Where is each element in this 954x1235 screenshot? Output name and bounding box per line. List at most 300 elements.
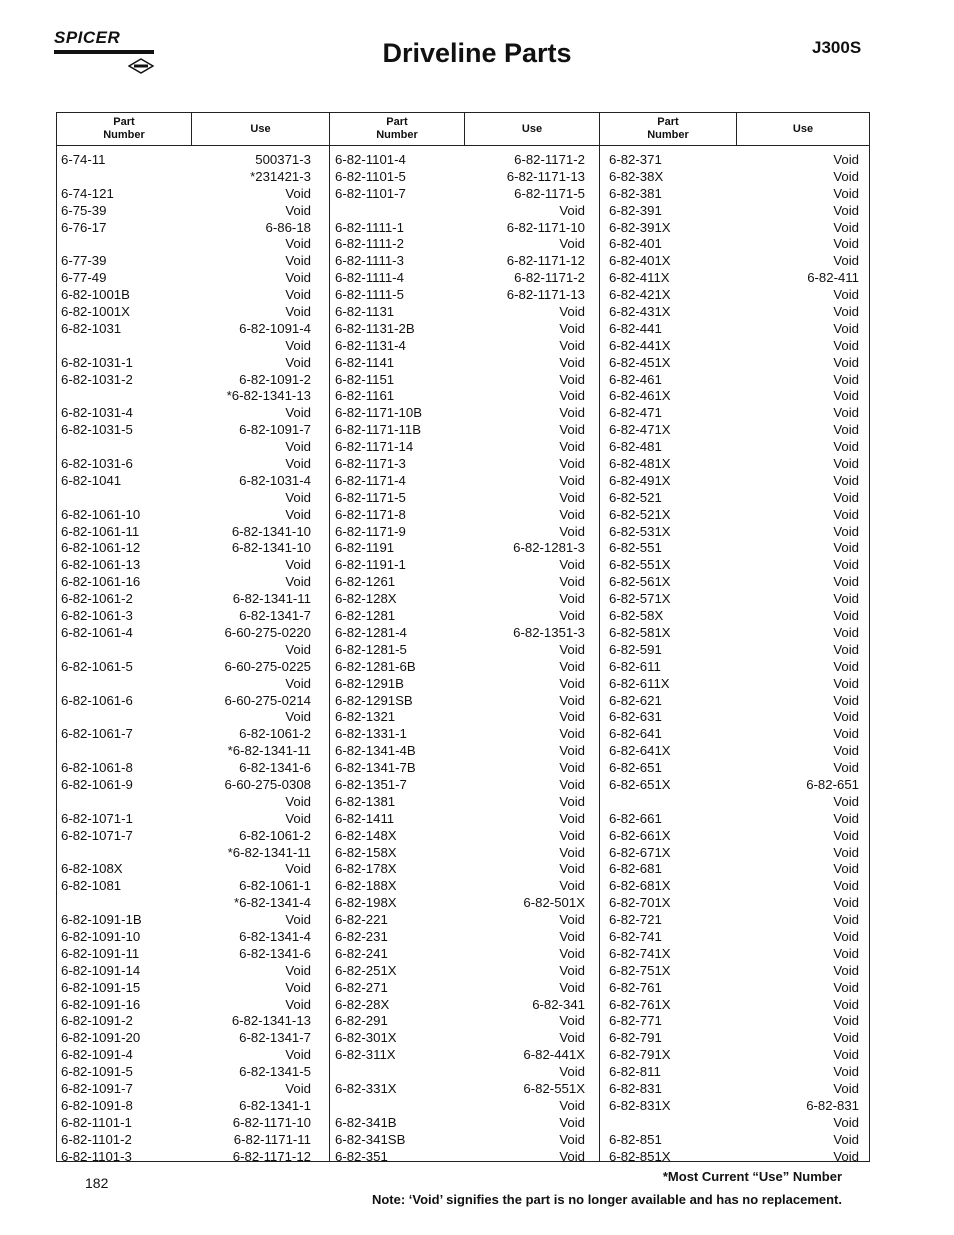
use-value: Void bbox=[285, 709, 311, 725]
table-row bbox=[61, 186, 311, 203]
table-row bbox=[609, 1047, 859, 1064]
use-value: Void bbox=[285, 912, 311, 928]
table-row bbox=[61, 220, 311, 237]
use-value: Void bbox=[559, 692, 585, 708]
part-number: 6-82-1111-2 bbox=[335, 236, 404, 252]
part-number: 6-82-1061-4 bbox=[61, 624, 133, 640]
part-number: 6-82-1151 bbox=[335, 371, 395, 387]
use-value: Void bbox=[833, 489, 859, 505]
table-row bbox=[61, 557, 311, 574]
table-row bbox=[609, 439, 859, 456]
use-value: Void bbox=[833, 472, 859, 488]
use-value: Void bbox=[559, 506, 585, 522]
table-row bbox=[335, 828, 585, 845]
use-value: *6-82-1341-11 bbox=[227, 743, 311, 759]
use-value: Void bbox=[285, 962, 311, 978]
use-value: Void bbox=[833, 793, 859, 809]
table-row bbox=[335, 236, 585, 253]
table-row bbox=[61, 1098, 311, 1115]
table-row bbox=[335, 997, 585, 1014]
use-value: Void bbox=[833, 287, 859, 303]
part-number: 6-82-461X bbox=[609, 388, 671, 404]
table-row bbox=[335, 642, 585, 659]
table-row bbox=[61, 912, 311, 929]
part-number: 6-82-1171-5 bbox=[335, 489, 406, 505]
table-row bbox=[609, 878, 859, 895]
table-row bbox=[61, 659, 311, 676]
use-value: Void bbox=[285, 354, 311, 370]
footnote-void: Note: ‘Void’ signifies the part is no longer available and has no replacement. bbox=[371, 1192, 842, 1207]
use-value: 6-86-18 bbox=[265, 219, 311, 235]
table-row bbox=[61, 743, 311, 760]
part-number: 6-82-411X bbox=[609, 270, 670, 286]
part-number: 6-82-811 bbox=[609, 1064, 661, 1080]
part-number: 6-82-1061-12 bbox=[61, 540, 141, 556]
table-row bbox=[335, 1115, 585, 1132]
table-row bbox=[335, 524, 585, 541]
use-value: Void bbox=[285, 557, 311, 573]
use-value: Void bbox=[833, 439, 859, 455]
table-row bbox=[61, 1149, 311, 1166]
part-number: 6-82-401 bbox=[609, 236, 662, 252]
use-value: 6-82-651 bbox=[806, 776, 859, 792]
table-row bbox=[61, 625, 311, 642]
part-number: 6-82-1341-4B bbox=[335, 743, 416, 759]
use-value: Void bbox=[559, 1030, 585, 1046]
part-number: 6-82-531X bbox=[609, 523, 671, 539]
header-part-number-3: Part Number bbox=[647, 116, 689, 141]
table-row bbox=[61, 388, 311, 405]
part-number: 6-82-1191 bbox=[335, 540, 395, 556]
use-value: Void bbox=[559, 928, 585, 944]
use-value: Void bbox=[833, 658, 859, 674]
use-value: Void bbox=[285, 270, 311, 286]
part-number: 6-82-1411 bbox=[335, 810, 395, 826]
table-row bbox=[335, 557, 585, 574]
part-number: 6-82-481 bbox=[609, 439, 662, 455]
parts-table bbox=[56, 112, 870, 1162]
table-row bbox=[335, 676, 585, 693]
use-value: Void bbox=[559, 878, 585, 894]
part-number: 6-82-1261 bbox=[335, 574, 396, 590]
use-value: Void bbox=[833, 979, 859, 995]
table-row bbox=[609, 287, 859, 304]
use-value: 6-60-275-0308 bbox=[224, 776, 311, 792]
table-row bbox=[61, 1115, 311, 1132]
table-row bbox=[335, 169, 585, 186]
table-row bbox=[61, 828, 311, 845]
part-number: 6-82-381 bbox=[609, 185, 662, 201]
part-number: 6-82-1101-3 bbox=[61, 1148, 132, 1164]
use-value: Void bbox=[559, 726, 585, 742]
part-number: 6-82-351 bbox=[335, 1148, 388, 1164]
part-number: 6-82-1171-3 bbox=[335, 456, 406, 472]
table-row bbox=[609, 1115, 859, 1132]
part-number: 6-82-1091-4 bbox=[61, 1047, 133, 1063]
part-number: 6-82-1061-13 bbox=[61, 557, 141, 573]
use-value: *231421-3 bbox=[250, 168, 311, 184]
use-value: Void bbox=[833, 844, 859, 860]
table-row bbox=[61, 777, 311, 794]
part-number: 6-82-1291B bbox=[335, 675, 404, 691]
table-row bbox=[61, 676, 311, 693]
table-row bbox=[609, 524, 859, 541]
table-row bbox=[335, 659, 585, 676]
table-row bbox=[335, 540, 585, 557]
table-row bbox=[335, 608, 585, 625]
table-row bbox=[61, 845, 311, 862]
part-number: 6-82-1041 bbox=[61, 472, 122, 488]
use-value: 6-82-1171-12 bbox=[506, 253, 585, 269]
part-number: 6-82-741 bbox=[609, 928, 662, 944]
use-value: Void bbox=[559, 304, 585, 320]
table-row bbox=[335, 895, 585, 912]
use-value: 6-82-1171-13 bbox=[506, 287, 585, 303]
part-number: 6-82-58X bbox=[609, 608, 664, 624]
use-value: Void bbox=[833, 641, 859, 657]
use-value: 6-82-1171-13 bbox=[506, 168, 585, 184]
use-value: Void bbox=[285, 405, 311, 421]
use-value: Void bbox=[285, 810, 311, 826]
use-value: 6-82-1341-6 bbox=[239, 945, 311, 961]
part-number: 6-82-1171-14 bbox=[335, 439, 414, 455]
part-number: 6-82-611 bbox=[609, 658, 661, 674]
table-row bbox=[61, 1030, 311, 1047]
use-value: Void bbox=[285, 979, 311, 995]
use-value: 6-82-1031-4 bbox=[239, 472, 311, 488]
use-value: Void bbox=[833, 861, 859, 877]
table-row bbox=[335, 625, 585, 642]
use-value: Void bbox=[833, 591, 859, 607]
part-number: 6-82-661 bbox=[609, 810, 662, 826]
part-number: 6-82-1091-1B bbox=[61, 912, 142, 928]
table-row bbox=[61, 726, 311, 743]
table-row bbox=[609, 743, 859, 760]
use-value: Void bbox=[833, 726, 859, 742]
table-row bbox=[335, 270, 585, 287]
part-number: 6-82-401X bbox=[609, 253, 671, 269]
table-row bbox=[335, 1030, 585, 1047]
table-row bbox=[335, 574, 585, 591]
use-value: Void bbox=[833, 928, 859, 944]
table-row bbox=[609, 507, 859, 524]
use-value: Void bbox=[833, 405, 859, 421]
part-number: 6-82-1101-1 bbox=[61, 1114, 132, 1130]
use-value: Void bbox=[559, 1097, 585, 1113]
use-value: Void bbox=[559, 1064, 585, 1080]
part-number: 6-82-1331-1 bbox=[335, 726, 407, 742]
part-number: 6-82-1191-1 bbox=[335, 557, 406, 573]
part-number: 6-82-1101-2 bbox=[61, 1131, 132, 1147]
use-value: 6-82-1171-2 bbox=[514, 152, 585, 167]
header-use-1: Use bbox=[250, 122, 271, 135]
part-number: 6-82-1061-3 bbox=[61, 608, 133, 624]
part-number: 6-82-1171-11B bbox=[335, 422, 422, 438]
use-value: 6-60-275-0220 bbox=[224, 624, 311, 640]
table-row bbox=[335, 220, 585, 237]
use-value: 6-82-1171-10 bbox=[506, 219, 585, 235]
table-row bbox=[335, 726, 585, 743]
table-row bbox=[335, 845, 585, 862]
use-value: Void bbox=[559, 709, 585, 725]
use-value: Void bbox=[285, 861, 311, 877]
use-value: *6-82-1341-4 bbox=[234, 895, 311, 911]
part-number: 6-82-198X bbox=[335, 895, 397, 911]
use-value: Void bbox=[559, 1114, 585, 1130]
table-row bbox=[335, 591, 585, 608]
part-number: 6-82-1031-4 bbox=[61, 405, 133, 421]
table-row bbox=[609, 709, 859, 726]
use-value: Void bbox=[833, 895, 859, 911]
use-value: Void bbox=[833, 692, 859, 708]
part-number: 6-82-641 bbox=[609, 726, 662, 742]
table-row bbox=[61, 946, 311, 963]
use-value: Void bbox=[833, 1013, 859, 1029]
part-number: 6-82-631 bbox=[609, 709, 662, 725]
use-value: Void bbox=[559, 371, 585, 387]
table-row bbox=[335, 253, 585, 270]
part-number: 6-82-471 bbox=[609, 405, 662, 421]
use-value: Void bbox=[559, 776, 585, 792]
part-number: 6-82-701X bbox=[609, 895, 671, 911]
part-number: 6-82-1031-6 bbox=[61, 456, 133, 472]
table-row bbox=[609, 1081, 859, 1098]
table-row bbox=[61, 422, 311, 439]
table-row bbox=[335, 946, 585, 963]
use-value: Void bbox=[285, 1047, 311, 1063]
table-row bbox=[61, 1081, 311, 1098]
part-number: 6-82-1131-2B bbox=[335, 320, 415, 336]
table-row bbox=[61, 152, 311, 169]
header-part-number-2: Part Number bbox=[376, 116, 418, 141]
table-row bbox=[61, 693, 311, 710]
table-row bbox=[609, 186, 859, 203]
part-number: 6-82-251X bbox=[335, 962, 397, 978]
use-value: Void bbox=[833, 1131, 859, 1147]
use-value: Void bbox=[559, 760, 585, 776]
use-value: Void bbox=[285, 489, 311, 505]
part-number: 6-82-1091-2 bbox=[61, 1013, 133, 1029]
part-number: 6-82-761 bbox=[609, 979, 662, 995]
table-row bbox=[61, 321, 311, 338]
part-number: 6-82-741X bbox=[609, 945, 671, 961]
table-row bbox=[609, 1064, 859, 1081]
use-value: 6-82-551X bbox=[523, 1080, 585, 1096]
use-value: Void bbox=[285, 287, 311, 303]
table-row bbox=[335, 878, 585, 895]
table-row bbox=[609, 422, 859, 439]
use-value: Void bbox=[559, 422, 585, 438]
table-row bbox=[61, 1132, 311, 1149]
part-number: 6-82-441 bbox=[609, 320, 662, 336]
table-row bbox=[335, 304, 585, 321]
table-row bbox=[61, 811, 311, 828]
table-row bbox=[61, 540, 311, 557]
table-row bbox=[61, 338, 311, 355]
part-number: 6-82-331X bbox=[335, 1080, 397, 1096]
part-number: 6-82-521 bbox=[609, 489, 662, 505]
use-value: *6-82-1341-13 bbox=[226, 388, 311, 404]
use-value: Void bbox=[833, 810, 859, 826]
use-value: Void bbox=[833, 608, 859, 624]
table-row bbox=[609, 473, 859, 490]
part-number: 6-82-761X bbox=[609, 996, 671, 1012]
table-row bbox=[61, 169, 311, 186]
header-divider bbox=[464, 113, 465, 146]
part-number: 6-82-1001X bbox=[61, 304, 130, 320]
part-number: 6-82-1091-11 bbox=[61, 945, 140, 961]
table-row bbox=[335, 490, 585, 507]
table-row bbox=[61, 372, 311, 389]
part-number: 6-82-471X bbox=[609, 422, 671, 438]
use-value: Void bbox=[559, 388, 585, 404]
use-value: Void bbox=[833, 337, 859, 353]
use-value: 6-82-1341-13 bbox=[231, 1013, 311, 1029]
table-row bbox=[335, 1149, 585, 1166]
table-row bbox=[61, 608, 311, 625]
table-row bbox=[609, 270, 859, 287]
use-value: Void bbox=[559, 861, 585, 877]
table-row bbox=[335, 777, 585, 794]
part-number: 6-82-158X bbox=[335, 844, 397, 860]
part-number: 6-82-1061-8 bbox=[61, 760, 133, 776]
use-value: Void bbox=[285, 641, 311, 657]
table-row bbox=[335, 287, 585, 304]
part-number: 6-82-1381 bbox=[335, 793, 396, 809]
table-row bbox=[335, 372, 585, 389]
use-value: Void bbox=[833, 962, 859, 978]
use-value: Void bbox=[833, 1148, 859, 1164]
table-row bbox=[61, 642, 311, 659]
use-value: Void bbox=[833, 168, 859, 184]
use-value: Void bbox=[833, 236, 859, 252]
table-row bbox=[609, 1030, 859, 1047]
use-value: Void bbox=[559, 472, 585, 488]
table-row bbox=[335, 912, 585, 929]
table-row bbox=[609, 929, 859, 946]
table-row bbox=[61, 1013, 311, 1030]
table-row bbox=[335, 203, 585, 220]
use-value: Void bbox=[833, 945, 859, 961]
use-value: Void bbox=[833, 456, 859, 472]
table-row bbox=[61, 456, 311, 473]
use-value: Void bbox=[559, 489, 585, 505]
table-row bbox=[61, 895, 311, 912]
table-row bbox=[335, 355, 585, 372]
table-row bbox=[335, 1081, 585, 1098]
header-use-2: Use bbox=[521, 122, 543, 135]
part-number: 6-82-188X bbox=[335, 878, 397, 894]
table-row bbox=[609, 997, 859, 1014]
part-number: 6-82-1101-5 bbox=[335, 168, 406, 184]
use-value: Void bbox=[285, 337, 311, 353]
table-row bbox=[609, 1132, 859, 1149]
use-value: 6-82-1281-3 bbox=[513, 540, 585, 556]
table-row bbox=[61, 355, 311, 372]
use-value: Void bbox=[285, 996, 311, 1012]
table-row bbox=[61, 574, 311, 591]
table-row bbox=[609, 659, 859, 676]
table-row bbox=[609, 693, 859, 710]
table-row bbox=[61, 405, 311, 422]
table-row bbox=[609, 760, 859, 777]
use-value: Void bbox=[559, 844, 585, 860]
table-row bbox=[609, 794, 859, 811]
part-number: 6-82-1111-3 bbox=[335, 253, 404, 269]
table-row bbox=[335, 439, 585, 456]
table-row bbox=[609, 777, 859, 794]
table-row bbox=[335, 1013, 585, 1030]
part-number: 6-82-661X bbox=[609, 827, 671, 843]
use-value: 6-82-1171-5 bbox=[514, 185, 585, 201]
part-number: 6-74-11 bbox=[61, 152, 106, 167]
part-number: 6-82-571X bbox=[609, 591, 671, 607]
use-value: Void bbox=[833, 1047, 859, 1063]
use-value: Void bbox=[833, 743, 859, 759]
part-number: 6-82-721 bbox=[609, 912, 662, 928]
part-number: 6-82-561X bbox=[609, 574, 671, 590]
table-row bbox=[335, 1064, 585, 1081]
use-value: Void bbox=[285, 304, 311, 320]
section-divider bbox=[329, 113, 330, 1161]
table-row bbox=[609, 304, 859, 321]
table-row bbox=[609, 980, 859, 997]
use-value: Void bbox=[833, 709, 859, 725]
table-row bbox=[609, 540, 859, 557]
table-row bbox=[609, 608, 859, 625]
use-value: Void bbox=[559, 557, 585, 573]
part-number: 6-82-1031-5 bbox=[61, 422, 133, 438]
part-number: 6-82-1061-11 bbox=[61, 523, 140, 539]
table-row bbox=[335, 1098, 585, 1115]
use-value: 6-82-1061-2 bbox=[239, 827, 311, 843]
table-row bbox=[609, 676, 859, 693]
part-number: 6-82-1071-1 bbox=[61, 810, 133, 826]
table-row bbox=[335, 456, 585, 473]
part-number: 6-82-1111-1 bbox=[335, 219, 404, 235]
part-number: 6-77-39 bbox=[61, 253, 107, 269]
table-row bbox=[609, 1013, 859, 1030]
use-value: Void bbox=[833, 1064, 859, 1080]
table-row bbox=[61, 270, 311, 287]
part-number: 6-82-1171-10B bbox=[335, 405, 422, 421]
part-number: 6-82-1351-7 bbox=[335, 776, 407, 792]
table-row bbox=[609, 388, 859, 405]
table-row bbox=[609, 574, 859, 591]
part-number: 6-82-1091-15 bbox=[61, 979, 141, 995]
use-value: Void bbox=[833, 219, 859, 235]
part-number: 6-82-671X bbox=[609, 844, 671, 860]
part-number: 6-82-641X bbox=[609, 743, 671, 759]
use-value: Void bbox=[285, 253, 311, 269]
use-value: 6-82-1341-7 bbox=[239, 608, 311, 624]
table-row bbox=[335, 963, 585, 980]
part-number: 6-82-1131-4 bbox=[335, 337, 406, 353]
part-number: 6-82-1281-5 bbox=[335, 641, 407, 657]
part-number: 6-82-651X bbox=[609, 776, 671, 792]
table-row bbox=[609, 828, 859, 845]
part-number: 6-82-1061-9 bbox=[61, 776, 133, 792]
table-row bbox=[335, 709, 585, 726]
part-number: 6-82-1101-4 bbox=[335, 152, 406, 167]
parts-column-1 bbox=[61, 152, 311, 1165]
use-value: Void bbox=[833, 388, 859, 404]
table-row bbox=[609, 456, 859, 473]
part-number: 6-75-39 bbox=[61, 202, 107, 218]
use-value: 6-82-1091-2 bbox=[239, 371, 311, 387]
use-value: 6-82-341 bbox=[532, 996, 585, 1012]
use-value: Void bbox=[833, 253, 859, 269]
